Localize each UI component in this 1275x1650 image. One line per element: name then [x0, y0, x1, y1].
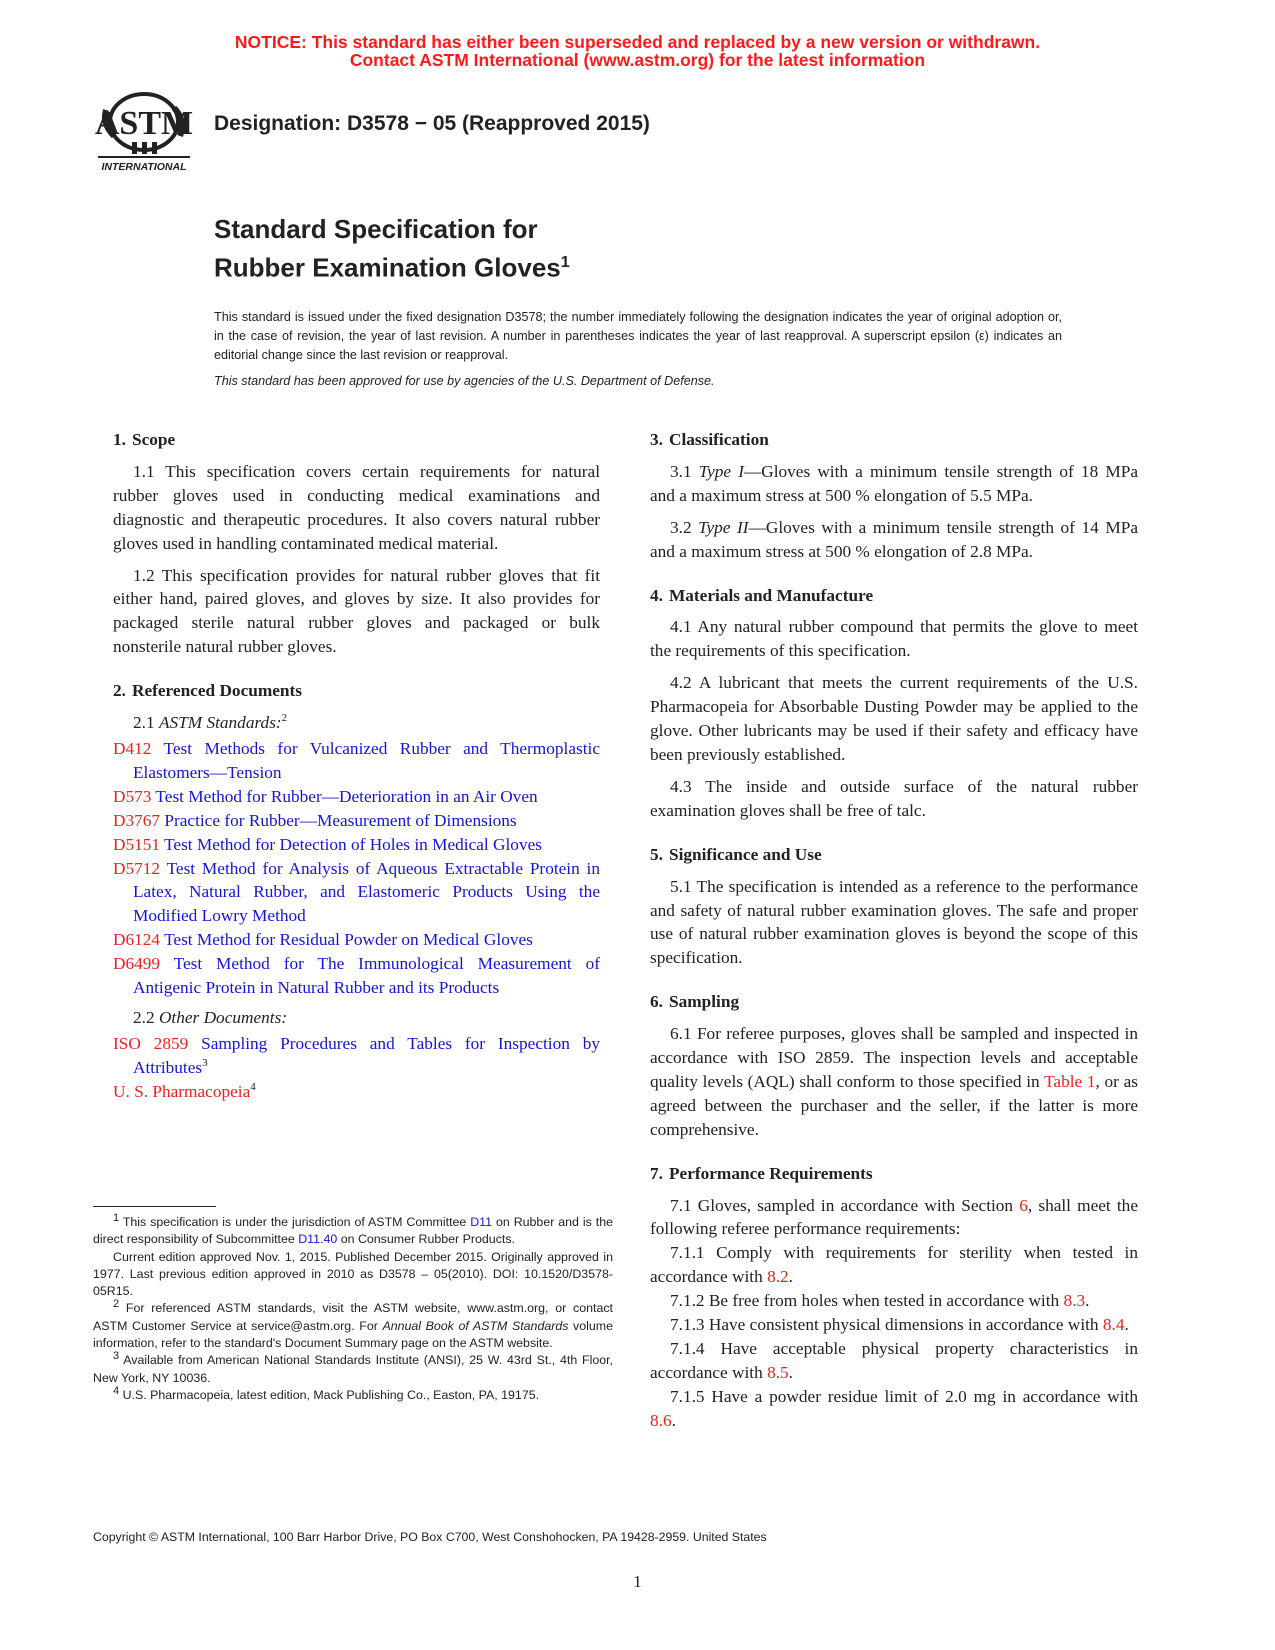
title-footnote-mark[interactable]: 1 [560, 254, 570, 271]
paragraph-7-1-2: 7.1.2 Be free from holes when tested in accordance with 8.3. [670, 1291, 1090, 1311]
logo-text: INTERNATIONAL [101, 161, 187, 173]
paragraph-3-1: 3.1 Type I—Gloves with a minimum tensile strength of 18 MPa and a maximum stress at 500 % elongation of 5.5 MPa. [650, 461, 1138, 505]
paragraph-5-1: 5.1 The specification is intended as a reference to the performance and safety of natural rubber examination gloves. The safe and proper use of natural rubber examination gloves is beyond the scope of this specification. [650, 876, 1138, 968]
svg-text:ASTM: ASTM [94, 105, 194, 142]
section-heading-materials: 4. Materials and Manufacture [650, 585, 874, 605]
section-heading-sampling: 6. Sampling [650, 992, 740, 1012]
footnote-1: $^1$ This specification is under the jurisdiction of ASTM Committee D11 on Rubber and is the direct responsibility of Subcommittee D11.40 on Consumer Rubber Products. [93, 1211, 613, 1247]
title-line-1: Standard Specification for [214, 214, 538, 244]
page-number: 1 [633, 1572, 642, 1591]
reference-d5712[interactable]: D5712 Test Method for Analysis of Aqueous Extractable Protein in Latex, Natural Rubber, and Elastomeric Products Using the Modified Lowry Method [113, 858, 601, 926]
footnote-4: $^4$ U.S. Pharmacopeia, latest edition, Mack Publishing Co., Easton, PA, 19175. [113, 1384, 540, 1402]
approved-note: This standard has been approved for use by agencies of the U.S. Department of Defense. [214, 374, 715, 388]
committee-d11-link[interactable]: D11 [470, 1215, 493, 1229]
footnotes [93, 1211, 613, 1404]
paragraph-1-1: 1.1 This specification covers certain requirements for natural rubber gloves used in conducting medical examinations and diagnostic and therapeutic procedures. It also covers natural rubber gloves used in handling contaminated medical material. [113, 461, 600, 553]
paragraph-7-1-5: 7.1.5 Have a powder residue limit of 2.0 mg in accordance with 8.6. [650, 1386, 1138, 1430]
reference-iso-2859[interactable]: ISO 2859 Sampling Procedures and Tables for Inspection by Attributes$^3$ [113, 1033, 600, 1077]
notice-line-2: Contact ASTM International (www.astm.org) for the latest information [349, 50, 926, 70]
paragraph-7-1-3: 7.1.3 Have consistent physical dimensions in accordance with 8.4. [670, 1315, 1129, 1335]
reference-d6499[interactable]: D6499 Test Method for The Immunological Measurement of Antigenic Protein in Natural Rubber and its Products [113, 954, 600, 998]
reference-d3767[interactable]: D3767 Practice for Rubber—Measurement of Dimensions [113, 810, 517, 830]
section-heading-classification: 3. Classification [650, 430, 769, 449]
paragraph-4-3: 4.3 The inside and outside surface of the natural rubber examination gloves shall be free of talc. [650, 776, 1138, 820]
paragraph-7-1: 7.1 Gloves, sampled in accordance with Section 6, shall meet the following referee performance requirements: [650, 1195, 1138, 1239]
footnote-3: $^3$ Available from American National Standards Institute (ANSI), 25 W. 43rd St., 4th Floor, New York, NY 10036. [93, 1350, 613, 1385]
other-documents-label: 2.2 Other Documents: [133, 1007, 288, 1027]
copyright: Copyright © ASTM International, 100 Barr Harbor Drive, PO Box C700, West Conshohocken, PA 19428-2959. United States [93, 1530, 767, 1544]
ref-8-3-link[interactable]: 8.3 [1063, 1291, 1086, 1311]
notice-line-1: NOTICE: This standard has either been superseded and replaced by a new version or withdrawn. [234, 32, 1041, 52]
issued-note: This standard is issued under the fixed designation D3578; the number immediately following the designation indicates the year of original adoption or, in the case of revision, the year of last revision. A number in parentheses indicates the year of last reapproval. A superscript epsilon (ε) indicates an editorial change since the last revision or reapproval. [214, 310, 1062, 362]
section-heading-significance: 5. Significance and Use [650, 844, 822, 864]
title-line-2: Rubber Examination Gloves$^1$ [214, 252, 570, 283]
right-column [650, 428, 1138, 1433]
astm-international-logo [92, 84, 196, 176]
footnote-2: $^2$ For referenced ASTM standards, visit the ASTM website, www.astm.org, or contact ASTM Customer Service at service@astm.org. For Annual Book of ASTM Standards volume information, refer to the standard's Document Summary page on the ASTM website. [93, 1298, 613, 1351]
edition-note: Current edition approved Nov. 1, 2015. Published December 2015. Originally approved in 1977. Last previous edition approved in 2010 as D3578 – 05(2010). DOI: 10.1520/D3578-05R15. [93, 1249, 613, 1299]
left-column [113, 428, 600, 1104]
reference-d573[interactable]: D573 Test Method for Rubber—Deterioration in an Air Oven [113, 786, 538, 806]
section-heading-referenced-documents: 2. Referenced Documents [113, 681, 303, 701]
footnote-divider [93, 1206, 216, 1207]
section-6-link[interactable]: 6 [1019, 1195, 1028, 1215]
section-heading-performance: 7. Performance Requirements [650, 1163, 873, 1183]
designation: Designation: D3578 − 05 (Reapproved 2015) [214, 112, 650, 135]
paragraph-4-1: 4.1 Any natural rubber compound that permits the glove to meet the requirements of this specification. [650, 617, 1138, 661]
subcommittee-d11-40-link[interactable]: D11.40 [298, 1232, 338, 1247]
astm-standards-label: 2.1 ASTM Standards:$^2$ [133, 712, 288, 733]
reference-d5151[interactable]: D5151 Test Method for Detection of Holes in Medical Gloves [113, 834, 542, 854]
notice-banner [0, 33, 1275, 69]
page-title [214, 213, 570, 285]
reference-d6124[interactable]: D6124 Test Method for Residual Powder on Medical Gloves [113, 930, 533, 950]
paragraph-7-1-4: 7.1.4 Have acceptable physical property characteristics in accordance with 8.5. [650, 1339, 1138, 1382]
paragraph-3-2: 3.2 Type II—Gloves with a minimum tensile strength of 14 MPa and a maximum stress at 500 % elongation of 2.8 MPa. [650, 517, 1139, 561]
astm-logo-icon [92, 84, 196, 176]
table-1-link[interactable]: Table 1 [1044, 1071, 1096, 1091]
section-heading-scope: 1. Scope [113, 430, 176, 449]
paragraph-7-1-1: 7.1.1 Comply with requirements for sterility when tested in accordance with 8.2. [650, 1243, 1138, 1287]
ref-8-5-link[interactable]: 8.5 [767, 1362, 789, 1382]
reference-us-pharmacopeia[interactable]: U. S. Pharmacopeia$^4$ [113, 1080, 256, 1101]
reference-d412[interactable]: D412 Test Methods for Vulcanized Rubber and Thermoplastic Elastomers—Tension [113, 738, 600, 782]
ref-8-4-link[interactable]: 8.4 [1102, 1315, 1125, 1335]
paragraph-4-2: 4.2 A lubricant that meets the current requirements of the U.S. Pharmacopeia for Absorbable Dusting Powder may be applied to the glove. Other lubricants may be used if their safety and efficacy have been previously established. [650, 673, 1138, 764]
ref-8-2-link[interactable]: 8.2 [767, 1267, 789, 1287]
paragraph-1-2: 1.2 This specification provides for natural rubber gloves that fit either hand, paired gloves, and gloves by size. It also provides for packaged sterile natural rubber gloves and packaged or bulk nonsterile natural rubber gloves. [113, 565, 600, 657]
ref-8-6-link[interactable]: 8.6 [650, 1410, 672, 1430]
paragraph-6-1: 6.1 For referee purposes, gloves shall be sampled and inspected in accordance with ISO 2859. The inspection levels and acceptable quality levels (AQL) shall conform to those specified in Table 1, or as agreed between the purchaser and the seller, if the latter is more comprehensive. [650, 1024, 1138, 1139]
